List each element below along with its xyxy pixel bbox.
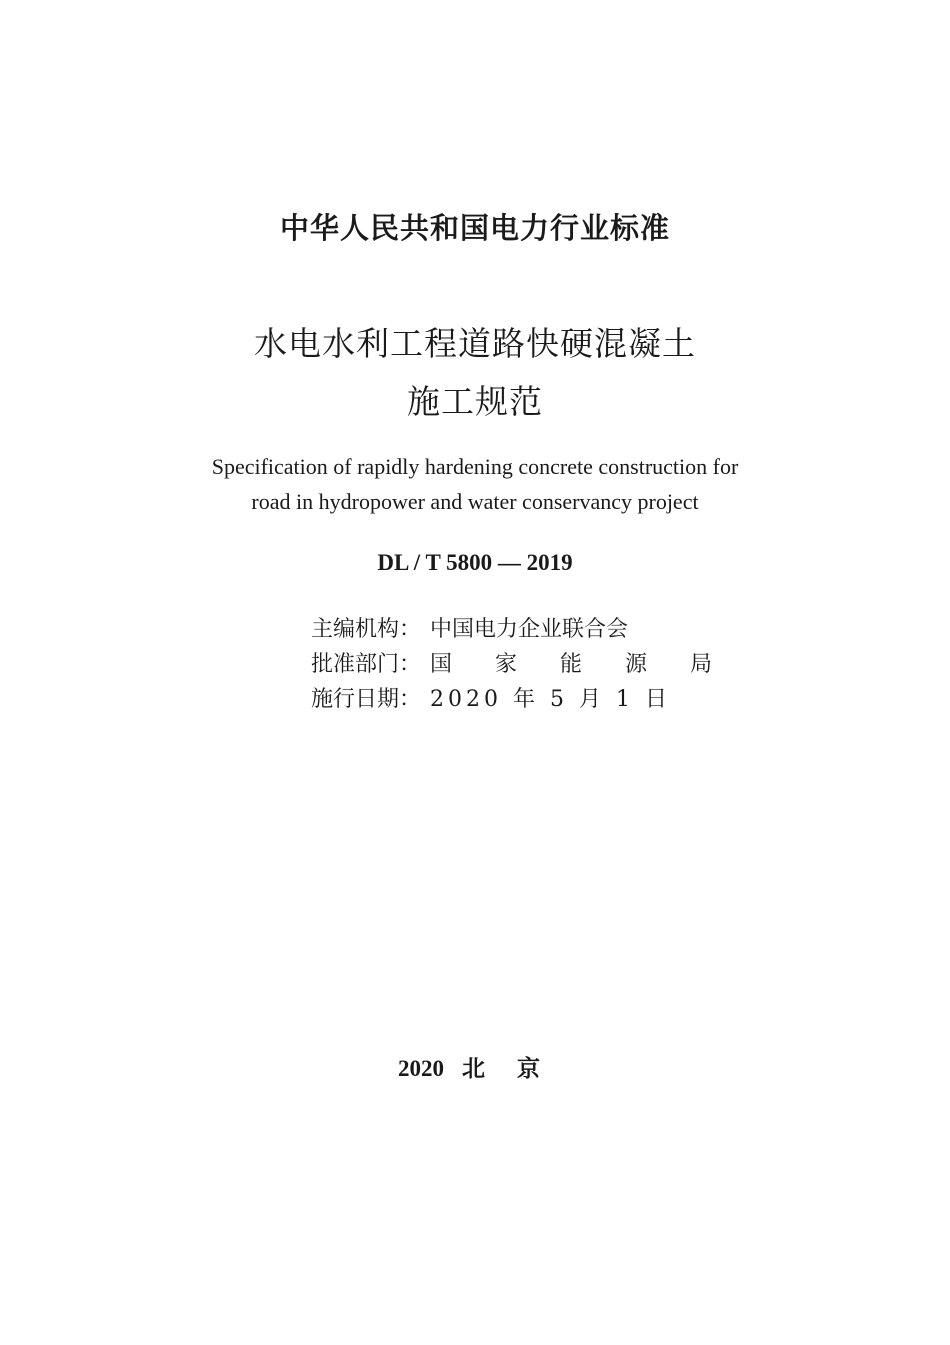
publication-footer [0,1050,950,1083]
editor-label: 主编机构： [311,617,422,642]
industry-standard-heading: 中华人民共和国电力行业标准 [279,211,670,245]
publication-year: 2020 [397,1056,444,1081]
title-chinese-line-2: 施工规范 [407,382,543,421]
title-english-line-2: road in hydropower and water conservancy project [251,489,699,514]
editor-value: 中国电力企业联合会 [430,617,629,642]
effective-date-label: 施行日期： [311,687,422,712]
publication-info [311,612,730,717]
title-chinese-line-1: 水电水利工程道路快硬混凝土 [254,324,696,363]
approver-label: 批准部门： [311,652,422,677]
editor-row [311,612,730,647]
effective-date-row [311,682,730,717]
approver-value: 国 家 能 源 局 [430,652,730,677]
publication-city: 北 京 [461,1056,552,1082]
title-english-line-1: Specification of rapidly hardening concrete construction for [211,454,739,479]
approver-row [311,647,730,682]
standard-code: DL / T 5800 — 2019 [377,550,573,575]
effective-date-value: 2020 年 5 月 1 日 [430,687,671,712]
